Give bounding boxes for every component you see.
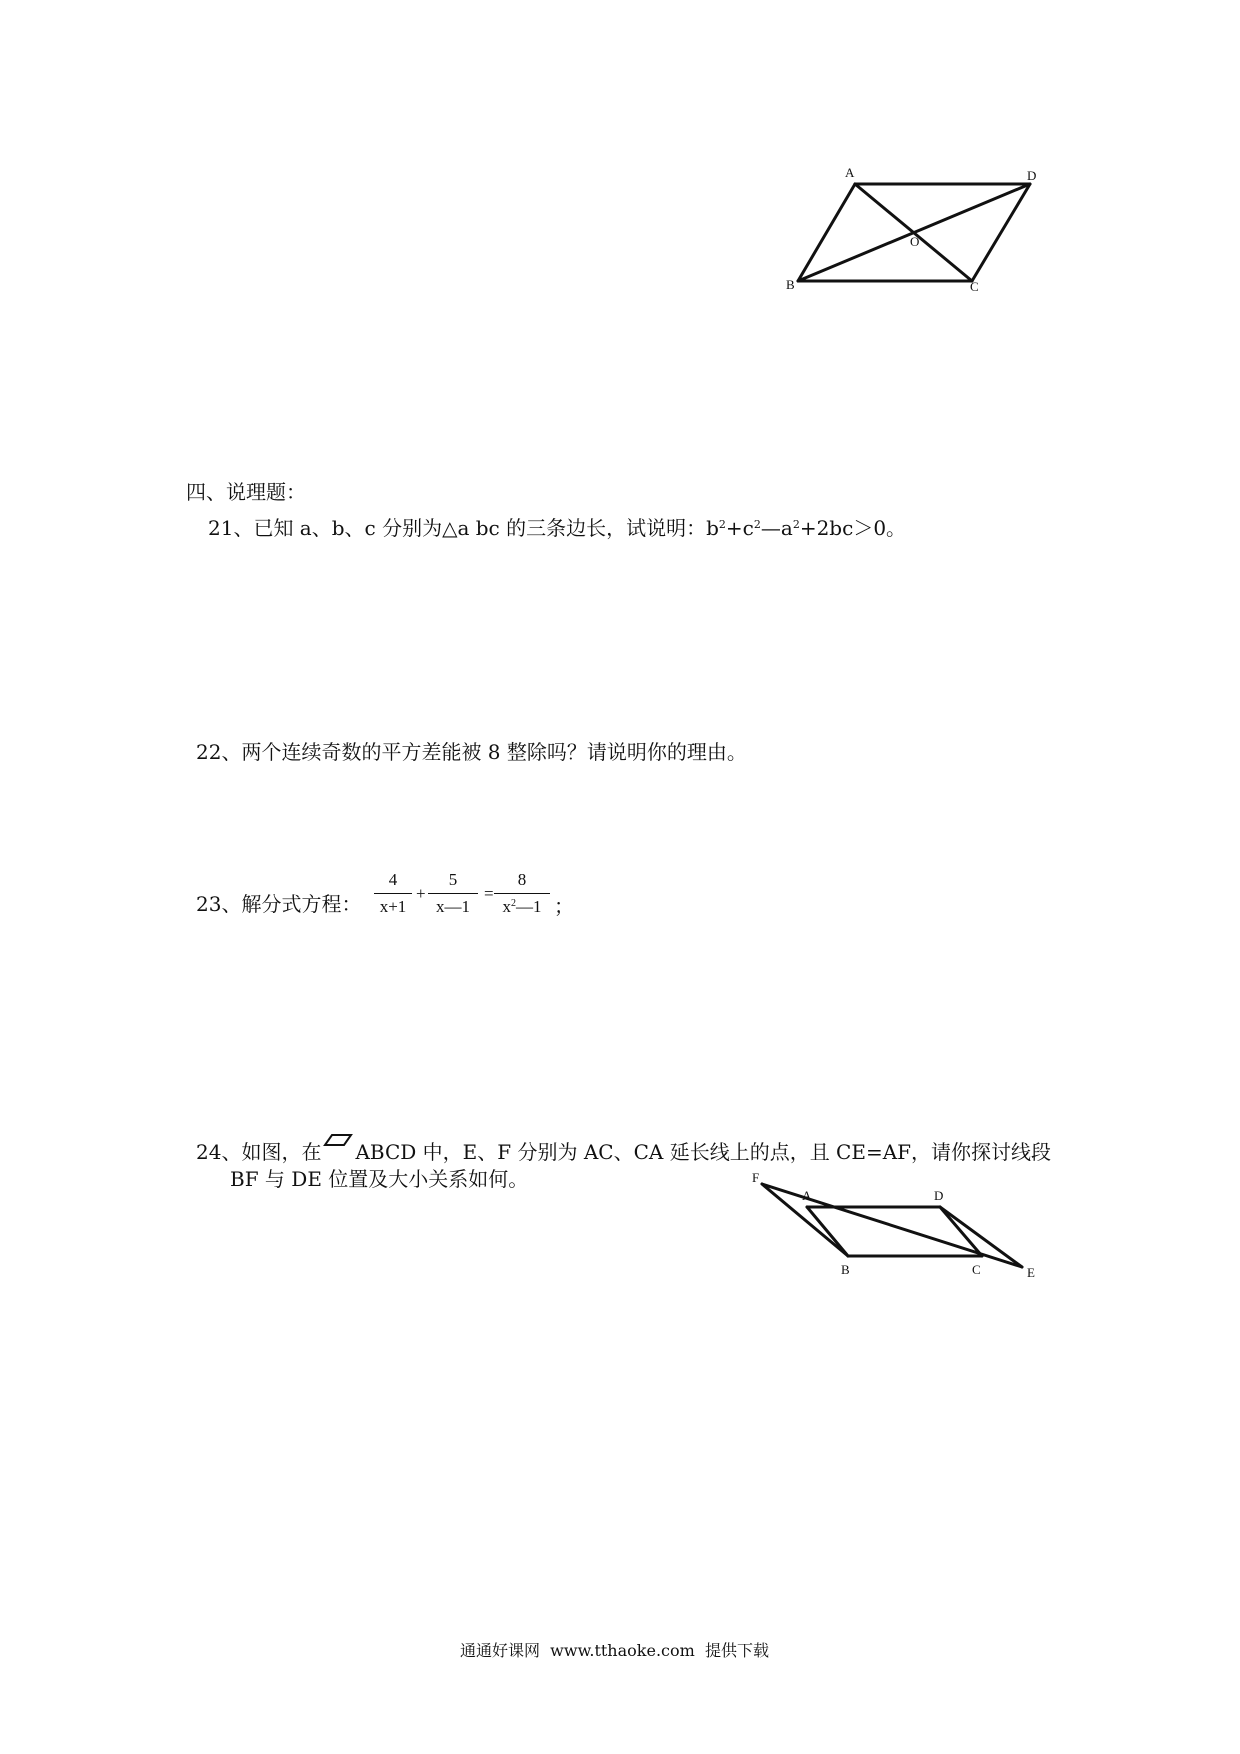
fraction-2 (428, 870, 478, 917)
q21-mid2: —a (760, 516, 793, 540)
q21-exp2: 2 (753, 518, 761, 531)
fraction-1-numerator: 4 (388, 870, 398, 889)
footer-text: 通通好课网 www.tthaoke.com 提供下载 (460, 1641, 769, 1660)
section-title: 四、说理题： (186, 480, 306, 504)
figure-parallelogram-abcd-ef (750, 1172, 1050, 1282)
question-22: 22、两个连续奇数的平方差能被 8 整除吗？请说明你的理由。 (196, 740, 747, 764)
fraction-1 (374, 870, 412, 917)
q21-exp1: 2 (718, 518, 726, 531)
label-d: D (1027, 168, 1037, 183)
diagonal-bd (798, 184, 1030, 281)
fraction-3 (494, 870, 550, 917)
label-a: A (802, 1188, 812, 1203)
question-23-prefix: 23、解分式方程： (196, 892, 362, 916)
label-f: F (752, 1172, 760, 1185)
fraction-3-numerator: 8 (517, 870, 527, 889)
plus-sign: + (416, 884, 426, 903)
label-a: A (845, 165, 855, 180)
label-c: C (972, 1262, 981, 1277)
q21-suffix: +2bc＞0。 (799, 516, 907, 540)
label-c: C (970, 279, 979, 294)
equals-sign: = (484, 884, 494, 903)
question-24-line1 (196, 1133, 1051, 1162)
question-24-line2: BF 与 DE 位置及大小关系如何。 (230, 1167, 529, 1191)
q21-exp3: 2 (792, 518, 800, 531)
q24-line1-prefix: 24、如图，在 (196, 1140, 322, 1164)
label-e: E (1027, 1265, 1035, 1280)
side-ab (807, 1207, 848, 1256)
fraction-3-denominator (494, 894, 550, 917)
side-ab (798, 184, 855, 281)
q21-prefix: 21、已知 a、b、c 分别为△a bc 的三条边长，试说明：b (208, 516, 719, 540)
fraction-2-numerator: 5 (448, 870, 458, 889)
figure-parallelogram-abcd (780, 155, 1080, 305)
q24-line1-suffix: ABCD 中，E、F 分别为 AC、CA 延长线上的点，且 CE=AF，请你探讨线段 (355, 1140, 1052, 1164)
label-b: B (841, 1262, 850, 1277)
fraction-3-den-exp: 2 (511, 898, 516, 909)
label-d: D (934, 1188, 944, 1203)
question-23-suffix: ； (554, 894, 574, 918)
side-dc (972, 184, 1030, 281)
fraction-3-den-base: x (502, 897, 511, 916)
fraction-2-denominator: x—1 (436, 897, 470, 916)
label-b: B (786, 277, 795, 292)
segment-de (940, 1207, 1022, 1267)
parallelogram-icon (323, 1133, 353, 1153)
question-21 (208, 518, 906, 538)
fraction-3-den-rest: —1 (516, 897, 542, 916)
fraction-1-denominator: x+1 (379, 897, 407, 916)
q21-mid1: +c (725, 516, 754, 540)
label-o: O (910, 234, 920, 249)
